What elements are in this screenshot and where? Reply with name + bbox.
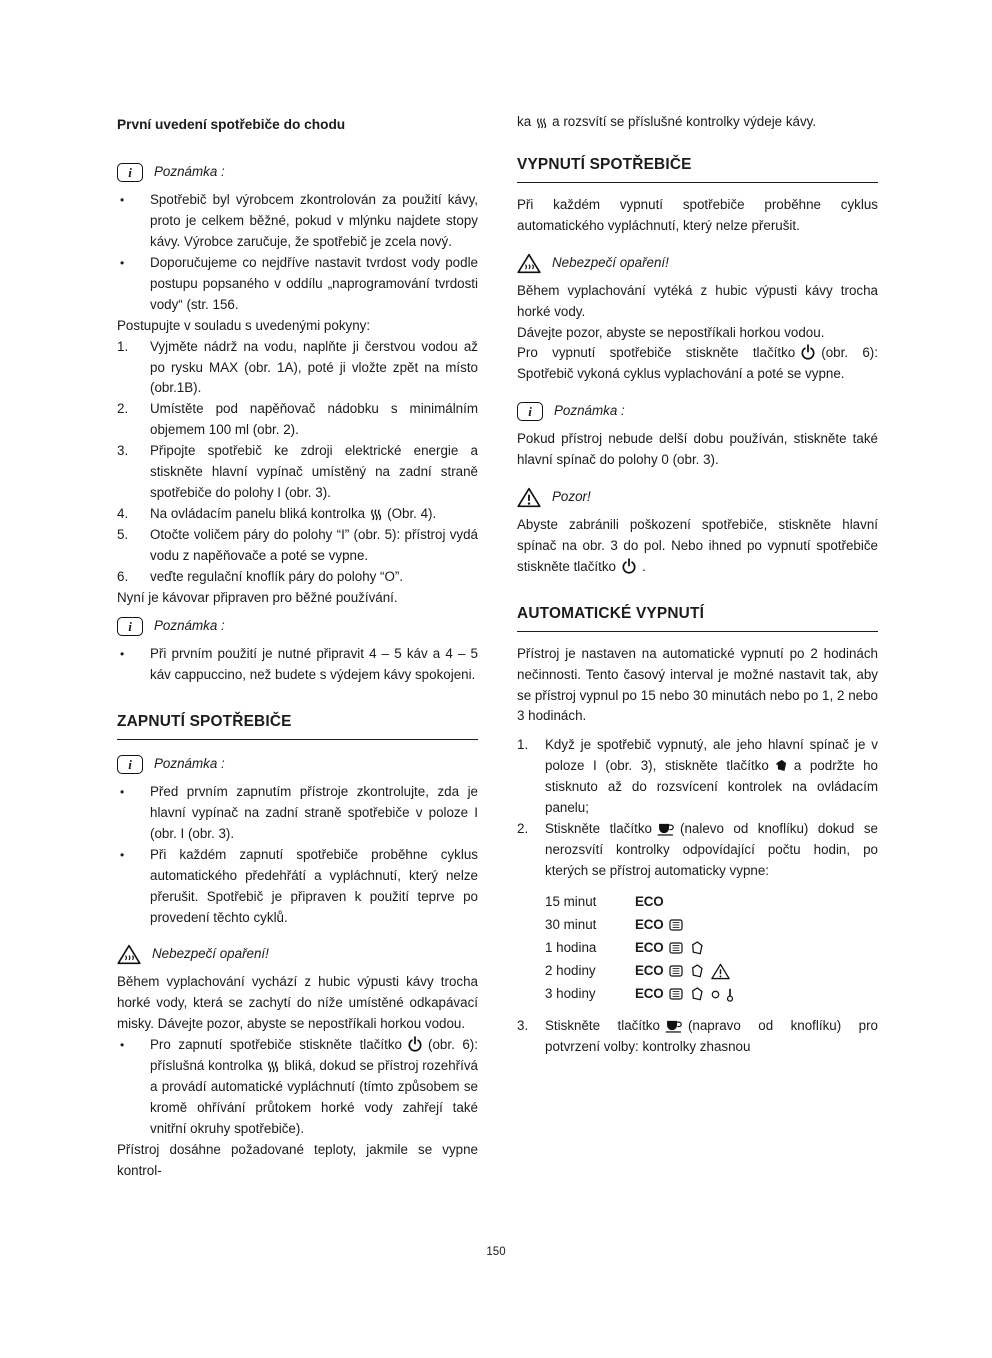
left-column bbox=[117, 112, 478, 1181]
cup-button-icon bbox=[657, 822, 675, 836]
cup-button-icon bbox=[665, 1019, 683, 1033]
note-label: Poznámka : bbox=[154, 164, 225, 180]
note-paragraph: Pokud přístroj nebude delší dobu používán, stiskněte také hlavní spínač do polohy 0 (obr. 3). bbox=[517, 431, 878, 468]
numbered-step bbox=[117, 567, 478, 588]
table-row bbox=[545, 983, 878, 1006]
instruction-bullet bbox=[117, 1035, 478, 1140]
note-icon-letter: i bbox=[128, 165, 132, 181]
instruction-pre: Pro vypnutí spotřebiče stiskněte tlačítko bbox=[517, 345, 796, 361]
step-number: 5. bbox=[117, 526, 129, 542]
auto-off-table bbox=[545, 891, 878, 1006]
note-icon-letter: i bbox=[528, 404, 532, 420]
time-option: 2 hodiny bbox=[545, 962, 596, 978]
indicator-icons bbox=[669, 919, 683, 931]
steam-indicator-icon bbox=[267, 1059, 279, 1073]
power-icon bbox=[407, 1036, 423, 1052]
note-label: Poznámka : bbox=[554, 403, 625, 419]
note-label: Poznámka : bbox=[154, 756, 225, 772]
step-number: 3. bbox=[517, 1017, 529, 1033]
step-text bbox=[545, 819, 878, 882]
eco-label: ECO bbox=[635, 939, 664, 955]
note-icon-letter: i bbox=[128, 757, 132, 773]
time-option: 30 minut bbox=[545, 916, 597, 932]
note-icon bbox=[517, 402, 543, 421]
tray-icon bbox=[669, 988, 683, 1000]
step-text-post: (Obr. 4). bbox=[387, 505, 437, 521]
note-icon bbox=[117, 755, 143, 774]
numbered-step bbox=[117, 441, 478, 504]
eco-label: ECO bbox=[635, 893, 664, 909]
eco-label: ECO bbox=[635, 962, 664, 978]
paragraph: Nyní je kávovar připraven pro běžné používání. bbox=[117, 589, 398, 605]
instruction-post: (obr. 6): Spotřebič vykoná cyklus vyplachování a poté se vypne. bbox=[517, 345, 878, 382]
steam-indicator-icon bbox=[536, 116, 547, 129]
step-text-pre: Na ovládacím panelu bliká kontrolka bbox=[150, 505, 366, 521]
numbered-step bbox=[117, 504, 478, 525]
note-bullet bbox=[117, 845, 478, 929]
warning-label: Nebezpečí opaření! bbox=[152, 946, 269, 962]
step-text-post: a podržte ho stisknuto až do rozsvícení kontrolek na ovládacím panelu; bbox=[545, 758, 878, 816]
circle-icon bbox=[711, 990, 720, 999]
table-row bbox=[545, 914, 878, 937]
tray-icon bbox=[669, 942, 683, 954]
note-icon bbox=[117, 163, 143, 182]
section-heading-auto-off: AUTOMATICKÉ VYPNUTÍ bbox=[517, 602, 878, 632]
step-text: veďte regulační knoflík páry do polohy “O”. bbox=[150, 568, 404, 584]
instruction-pre: Pro zapnutí spotřebiče stiskněte tlačítko bbox=[150, 1037, 403, 1053]
section-heading-power-off: VYPNUTÍ SPOTŘEBIČE bbox=[517, 153, 878, 183]
bullet-marker bbox=[117, 782, 150, 803]
indicator-icons bbox=[669, 986, 734, 1002]
note-icon bbox=[117, 617, 143, 636]
continuation-post: a rozsvítí se příslušné kontrolky výdeje kávy. bbox=[552, 114, 817, 129]
tray-icon bbox=[669, 919, 683, 931]
caution-paragraph bbox=[517, 515, 878, 578]
indicator-icons bbox=[669, 963, 730, 980]
note-bullet bbox=[117, 253, 478, 316]
step-number: 1. bbox=[117, 338, 129, 354]
note-header-2 bbox=[117, 616, 478, 637]
indicator-icons bbox=[669, 940, 705, 956]
pitcher-icon bbox=[689, 940, 705, 956]
continuation-paragraph bbox=[517, 112, 878, 133]
note-bullet bbox=[117, 190, 478, 253]
table-row bbox=[545, 937, 878, 960]
warning-paragraph: Dávejte pozor, abyste se nepostříkali horkou vodou. bbox=[517, 324, 825, 340]
continuation-pre: ka bbox=[517, 114, 532, 129]
table-row bbox=[545, 891, 878, 914]
note-bullet bbox=[117, 782, 478, 845]
bullet-marker bbox=[117, 253, 150, 274]
numbered-step bbox=[517, 1016, 878, 1058]
scald-warning-icon bbox=[517, 253, 541, 274]
paragraph: Při každém vypnutí spotřebiče proběhne cyklus automatického vypláchnutí, který nelze přerušit. bbox=[517, 196, 878, 233]
power-icon bbox=[800, 344, 816, 360]
pitcher-icon bbox=[689, 963, 705, 979]
bullet-marker bbox=[117, 845, 150, 866]
instruction-paragraph bbox=[517, 343, 878, 385]
eco-label: ECO bbox=[635, 985, 664, 1001]
step-text: Otočte voličem páry do polohy “I” (obr. 5): přístroj vydá vodu z napěňovače a poté se vypne. bbox=[150, 526, 478, 563]
step-number: 6. bbox=[117, 568, 129, 584]
page-number: 150 bbox=[486, 1246, 506, 1258]
paragraph: Postupujte v souladu s uvedenými pokyny: bbox=[117, 317, 371, 333]
instruction-mid: (obr. 6): příslušná kontrolka bbox=[150, 1037, 478, 1074]
step-text: Umístěte pod napěňovač nádobku s minimálním objemem 100 ml (obr. 2). bbox=[150, 401, 478, 438]
eco-label: ECO bbox=[635, 916, 664, 932]
caution-post: . bbox=[642, 558, 646, 574]
note-icon-letter: i bbox=[128, 619, 132, 635]
scald-warning-header bbox=[117, 944, 478, 965]
numbered-step bbox=[117, 399, 478, 441]
bullet-marker bbox=[117, 1035, 150, 1056]
step-text: Vyjměte nádrž na vodu, naplňte ji čerstvou vodou až po rysku MAX (obr. 1A), poté ji vložte zpět na místo (obr.1B). bbox=[150, 338, 478, 396]
numbered-step bbox=[517, 735, 878, 819]
numbered-step bbox=[517, 819, 878, 882]
time-option: 1 hodina bbox=[545, 939, 597, 955]
note-header-4 bbox=[517, 401, 878, 422]
right-column bbox=[517, 112, 878, 1058]
warning-label: Nebezpečí opaření! bbox=[552, 254, 669, 270]
pitcher-icon bbox=[774, 758, 789, 773]
section-heading-power-on: ZAPNUTÍ SPOTŘEBIČE bbox=[117, 710, 478, 740]
steam-indicator-icon bbox=[370, 507, 382, 521]
step-number: 3. bbox=[117, 443, 129, 459]
table-row bbox=[545, 960, 878, 983]
bullet-marker bbox=[117, 644, 150, 665]
step-number: 2. bbox=[117, 401, 129, 417]
step-text bbox=[545, 735, 878, 819]
intro-heading: První uvedení spotřebiče do chodu bbox=[117, 117, 346, 132]
time-option: 15 minut bbox=[545, 893, 597, 909]
caution-header bbox=[517, 487, 878, 508]
time-option: 3 hodiny bbox=[545, 985, 596, 1001]
note-bullet-text: Před prvním zapnutím přístroje zkontrolujte, zda je hlavní vypínač na zadní straně spotřebiče v poloze I (obr. I (obr. 3). bbox=[150, 784, 478, 841]
note-header-1 bbox=[117, 162, 478, 183]
step-text-post: (napravo od knoflíku) pro potvrzení volby: kontrolky zhasnou bbox=[545, 1017, 878, 1054]
caution-pre: Abyste zabránili poškození spotřebiče, stiskněte hlavní spínač na obr. 3 do pol. Nebo ihned po vypnutí spotřebiče stiskněte tlačítko bbox=[517, 517, 878, 574]
step-text bbox=[150, 504, 478, 525]
note-label: Poznámka : bbox=[154, 618, 225, 634]
instruction-text bbox=[150, 1035, 478, 1140]
step-text: Připojte spotřebič ke zdroji elektrické energie a stiskněte hlavní vypínač umístěný na zadní straně spotřebiče do polohy I (obr. 3). bbox=[150, 443, 478, 500]
power-icon bbox=[621, 558, 637, 574]
step-text-pre: Stiskněte tlačítko bbox=[545, 1017, 660, 1033]
bullet-marker bbox=[117, 190, 150, 211]
caution-icon bbox=[711, 963, 730, 980]
note-bullet-text: Při každém zapnutí spotřebiče proběhne cyklus automatického předehřátí a vypláchnutí, který nelze přerušit. Spotřebič je připraven k použití teprve po provedení těchto cyklů. bbox=[150, 846, 478, 925]
caution-icon bbox=[517, 487, 541, 508]
note-bullet-text: Při prvním použití je nutné připravit 4 – 5 káv a 4 – 5 káv cappuccino, než budete s výdejem kávy spokojeni. bbox=[150, 646, 478, 683]
paragraph: Přístroj dosáhne požadované teploty, jakmile se vypne kontrol- bbox=[117, 1141, 478, 1178]
note-header-3 bbox=[117, 754, 478, 775]
scald-warning-icon bbox=[117, 944, 141, 965]
pitcher-icon bbox=[689, 986, 705, 1002]
note-bullet-text: Doporučujeme co nejdříve nastavit tvrdost vody podle postupu popsaného v oddílu „naprogramování tvrdosti vody“ (str. 156. bbox=[150, 255, 478, 312]
step-text-pre: Stiskněte tlačítko bbox=[545, 821, 652, 836]
scald-warning-header bbox=[517, 253, 878, 274]
step-number: 4. bbox=[117, 505, 129, 521]
step-text bbox=[545, 1016, 878, 1058]
note-bullet bbox=[117, 644, 478, 686]
caution-label: Pozor! bbox=[552, 489, 591, 505]
step-number: 1. bbox=[517, 737, 529, 753]
paragraph: Přístroj je nastaven na automatické vypnutí po 2 hodinách nečinnosti. Tento časový interval je možné nastavit tak, aby se přístroj vypnul po 15 nebo 30 minutách nebo po 1, 2 nebo 3 hodinách. bbox=[517, 645, 878, 724]
numbered-step bbox=[117, 337, 478, 400]
step-text-pre: Když je spotřebič vypnutý, ale jeho hlavní spínač je v poloze I (obr. 3), stiskněte tlačítko bbox=[545, 737, 878, 774]
thermometer-icon bbox=[726, 987, 734, 1002]
instruction-post: bliká, dokud se přístroj rozehřívá a provádí automatické vypláchnutí (tímto způsobem se kromě ohřívání průtokem horké vody zahřejí také vnitřní okruhy spotřebiče). bbox=[150, 1058, 479, 1136]
note-bullet-text: Spotřebič byl výrobcem zkontrolován za použití kávy, proto je celkem běžné, pokud v mlýnku najdete stopy kávy. Výrobce zaručuje, že spotřebič je zcela nový. bbox=[150, 192, 478, 250]
step-number: 2. bbox=[517, 821, 529, 836]
tray-icon bbox=[669, 965, 683, 977]
numbered-step bbox=[117, 525, 478, 567]
warning-paragraph: Během vyplachování vychází z hubic výpusti kávy trocha horké vody, která se zachytí do níže umístěné odkapávací misky. Dávejte pozor, abyste se nepostříkali horkou vodou. bbox=[117, 974, 478, 1032]
warning-paragraph: Během vyplachování vytéká z hubic výpusti kávy trocha horké vody. bbox=[517, 282, 878, 319]
step-text-post: (nalevo od knoflíku) dokud se nerozsvítí kontrolky odpovídající počtu hodin, po kterých se přístroj automaticky vypne: bbox=[545, 821, 878, 878]
